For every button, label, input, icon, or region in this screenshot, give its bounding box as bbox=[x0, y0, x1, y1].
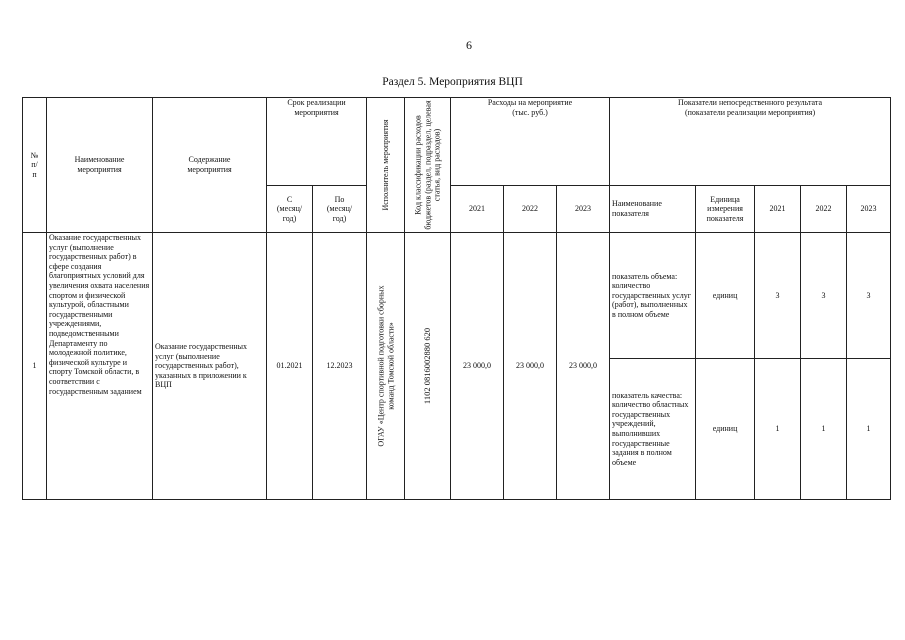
row-content: Оказание государственных услуг (выполнение государственных работ), указанных в приложении к ВЦП bbox=[153, 233, 267, 500]
header-expenses: Расходы на мероприятие (тыс. руб.) bbox=[451, 98, 610, 186]
indicator-quality-value: 1 bbox=[847, 359, 891, 500]
header-results: Показатели непосредственного результата (показатели реализации мероприятия) bbox=[610, 98, 891, 186]
row-executor: ОГАУ «Центр спортивной подготовки сборных команд Томской области» bbox=[375, 285, 395, 447]
header-expense-year: 2023 bbox=[557, 186, 610, 233]
indicator-volume-name: показатель объема: количество государственных услуг (работ), выполненных в полном объеме bbox=[610, 233, 696, 359]
page-number: 6 bbox=[466, 38, 472, 52]
header-indicator-name: Наименование показателя bbox=[610, 186, 696, 233]
indicator-volume-unit: единиц bbox=[696, 233, 755, 359]
header-indicator-year: 2021 bbox=[755, 186, 801, 233]
header-indicator-year: 2022 bbox=[801, 186, 847, 233]
row-budget-code-cell bbox=[405, 233, 451, 500]
row-number: 1 bbox=[23, 233, 47, 500]
row-name: Оказание государственных услуг (выполнение государственных работ) в сфере создания благоприятных условий для увеличения охвата населения спортом и физической культурой, областными государственными учреждениями, подведомственными Департаменту по молодежной политике, физической культуре и спорту Томской области, в соответствии с государственным заданием bbox=[47, 233, 153, 500]
header-number: № п/ п bbox=[23, 98, 47, 233]
indicator-quality-unit: единиц bbox=[696, 359, 755, 500]
header-budget-code-cell bbox=[405, 98, 451, 233]
indicator-quality-name: показатель качества: количество областных государственных учреждений, выполнивших государственные задания в полном объеме bbox=[610, 359, 696, 500]
header-period: Срок реализации мероприятия bbox=[267, 98, 367, 186]
row-expense-2021: 23 000,0 bbox=[451, 233, 504, 500]
header-indicator-year: 2023 bbox=[847, 186, 891, 233]
indicator-volume-value: 3 bbox=[847, 233, 891, 359]
row-expense-2022: 23 000,0 bbox=[504, 233, 557, 500]
header-budget-code: Код классификации расходов бюджетов (раздел, подраздел, целевая статья, вид расходов) bbox=[413, 100, 442, 230]
header-period-to: По (месяц/ год) bbox=[313, 186, 367, 233]
row-period-from: 01.2021 bbox=[267, 233, 313, 500]
indicator-quality-value: 1 bbox=[755, 359, 801, 500]
header-unit: Единица измерения показателя bbox=[696, 186, 755, 233]
header-expense-year: 2021 bbox=[451, 186, 504, 233]
section-title: Раздел 5. Мероприятия ВЦП bbox=[382, 76, 523, 88]
measures-table bbox=[22, 97, 891, 500]
indicator-quality-value: 1 bbox=[801, 359, 847, 500]
row-executor-cell bbox=[367, 233, 405, 500]
header-executor: Исполнитель мероприятия bbox=[380, 119, 390, 211]
header-period-from: С (месяц/ год) bbox=[267, 186, 313, 233]
header-name: Наименование мероприятия bbox=[47, 98, 153, 233]
row-budget-code: 1102 0816002880 620 bbox=[421, 327, 432, 405]
row-period-to: 12.2023 bbox=[313, 233, 367, 500]
header-content: Содержание мероприятия bbox=[153, 98, 267, 233]
indicator-volume-value: 3 bbox=[801, 233, 847, 359]
header-executor-cell bbox=[367, 98, 405, 233]
indicator-volume-value: 3 bbox=[755, 233, 801, 359]
row-expense-2023: 23 000,0 bbox=[557, 233, 610, 500]
header-expense-year: 2022 bbox=[504, 186, 557, 233]
